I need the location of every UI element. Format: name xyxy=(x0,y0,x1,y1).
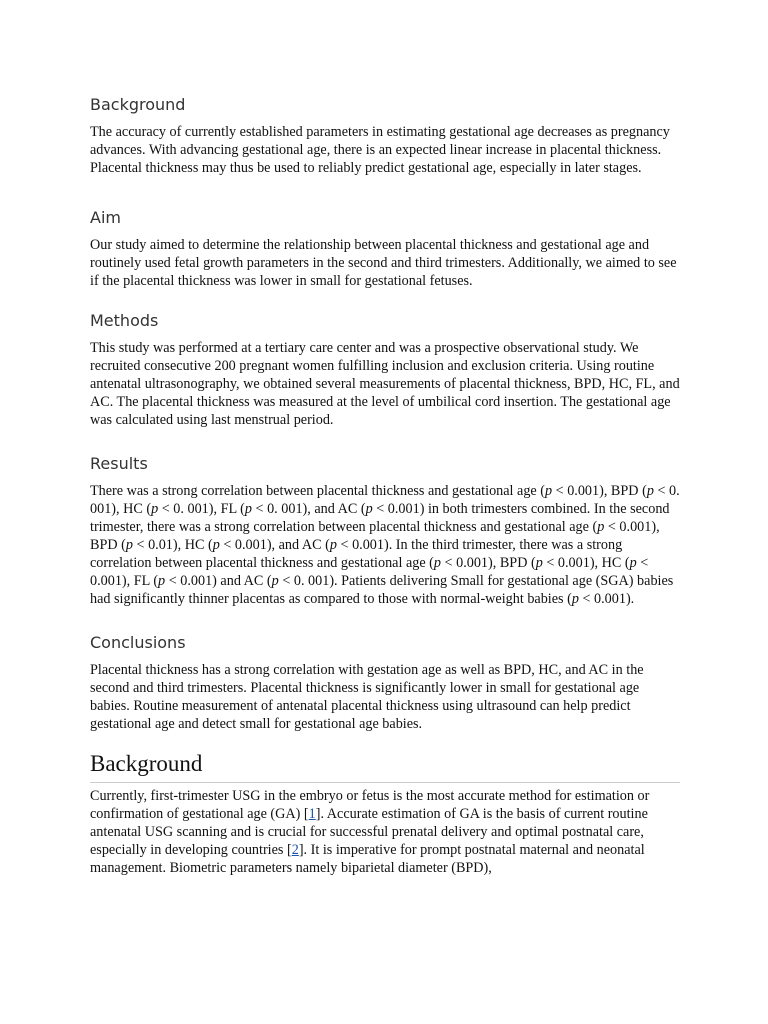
abstract-results-heading: Results xyxy=(90,454,148,473)
results-text-14: < 0.001) and AC ( xyxy=(165,573,272,589)
results-text-15: < 0. 001). Patients delivering Small for gestational age (SGA) babies had significantly thinner placentas as compared to those with normal-weight babies ( xyxy=(90,573,674,607)
p-value-symbol: p xyxy=(212,537,220,553)
abstract-background-heading: Background xyxy=(90,95,186,114)
p-value-symbol: p xyxy=(433,555,441,571)
reference-link-1[interactable]: 1 xyxy=(308,806,316,822)
p-value-symbol: p xyxy=(545,483,553,499)
abstract-methods-section xyxy=(90,310,680,429)
abstract-aim-heading: Aim xyxy=(90,208,121,227)
abstract-background-section xyxy=(90,94,680,177)
results-text-5: < 0. 001), and AC ( xyxy=(251,501,366,517)
abstract-methods-heading: Methods xyxy=(90,311,159,330)
results-text-12: < 0.001), HC ( xyxy=(542,555,630,571)
results-text-2: < 0.001), BPD ( xyxy=(552,483,647,499)
abstract-aim-text: Our study aimed to determine the relationship between placental thickness and gestational age and routinely used fetal growth parameters in the second and third trimesters. Additionally, we aimed to see if the placental thickness was lower in small for gestational fetuses. xyxy=(90,237,677,289)
p-value-symbol: p xyxy=(271,573,279,589)
abstract-results-section xyxy=(90,453,680,608)
results-text-3: < 0. 001), HC ( xyxy=(90,483,680,517)
p-value-symbol: p xyxy=(329,537,337,553)
abstract-conclusions-section xyxy=(90,632,680,733)
abstract-conclusions-heading: Conclusions xyxy=(90,633,186,652)
reference-link-2[interactable]: 2 xyxy=(291,842,299,858)
body-text-1: Currently, first-trimester USG in the embryo or fetus is the most accurate method for estimation or confirmation of gestational age (GA) [ xyxy=(90,788,650,822)
p-value-symbol: p xyxy=(125,537,133,553)
p-value-symbol: p xyxy=(629,555,637,571)
article-page xyxy=(90,94,680,877)
body-text-2: ]. Accurate estimation of GA is the basis of current routine antenatal USG scanning and is crucial for successful prenatal delivery and optimal postnatal care, especially in developing countries [ xyxy=(90,806,648,858)
results-text-1: There was a strong correlation between placental thickness and gestational age ( xyxy=(90,483,545,499)
p-value-symbol: p xyxy=(571,591,579,607)
results-text-11: < 0.001), BPD ( xyxy=(441,555,536,571)
p-value-symbol: p xyxy=(535,555,543,571)
body-text-3: ]. It is imperative for prompt postnatal maternal and neonatal management. Biometric parameters namely biparietal diameter (BPD), xyxy=(90,842,645,876)
p-value-symbol: p xyxy=(151,501,159,517)
p-value-symbol: p xyxy=(365,501,373,517)
results-text-13: < 0.001), FL ( xyxy=(90,555,649,589)
abstract-aim-section xyxy=(90,207,680,290)
results-text-16: < 0.001). xyxy=(578,591,635,607)
results-text-9: < 0.001), and AC ( xyxy=(219,537,330,553)
p-value-symbol: p xyxy=(646,483,654,499)
results-text-10: < 0.001). In the third trimester, there was a strong correlation between placental thickness and gestational age ( xyxy=(90,537,623,571)
p-value-symbol: p xyxy=(244,501,252,517)
abstract-methods-text: This study was performed at a tertiary care center and was a prospective observational study. We recruited consecutive 200 pregnant women fulfilling inclusion and exclusion criteria. Using routine antenatal ultrasonography, we obtained several measurements of placental thickness, BPD, HC, FL, and AC. The placental thickness was measured at the level of umbilical cord insertion. The gestational age was calculated using last menstrual period. xyxy=(90,340,680,428)
body-background-section xyxy=(90,749,680,877)
abstract-results-text xyxy=(90,482,680,608)
results-text-6: < 0.001) in both trimesters combined. In the second trimester, there was a strong correlation between placental thickness and gestational age ( xyxy=(90,501,670,535)
body-background-heading: Background xyxy=(90,749,680,783)
p-value-symbol: p xyxy=(158,573,166,589)
results-text-8: < 0.01), HC ( xyxy=(132,537,213,553)
body-background-text xyxy=(90,787,680,877)
results-text-7: < 0.001), BPD ( xyxy=(90,519,660,553)
p-value-symbol: p xyxy=(597,519,605,535)
results-text-4: < 0. 001), FL ( xyxy=(158,501,245,517)
abstract-background-text: The accuracy of currently established parameters in estimating gestational age decreases as pregnancy advances. With advancing gestational age, there is an expected linear increase in placental thickness. Placental thickness may thus be used to reliably predict gestational age, especially in later stages. xyxy=(90,124,670,176)
abstract-conclusions-text: Placental thickness has a strong correlation with gestation age as well as BPD, HC, and AC in the second and third trimesters. Placental thickness is significantly lower in small for gestational age babies. Routine measurement of antenatal placental thickness using ultrasound can help predict gestational age and detect small for gestational age babies. xyxy=(90,662,644,732)
